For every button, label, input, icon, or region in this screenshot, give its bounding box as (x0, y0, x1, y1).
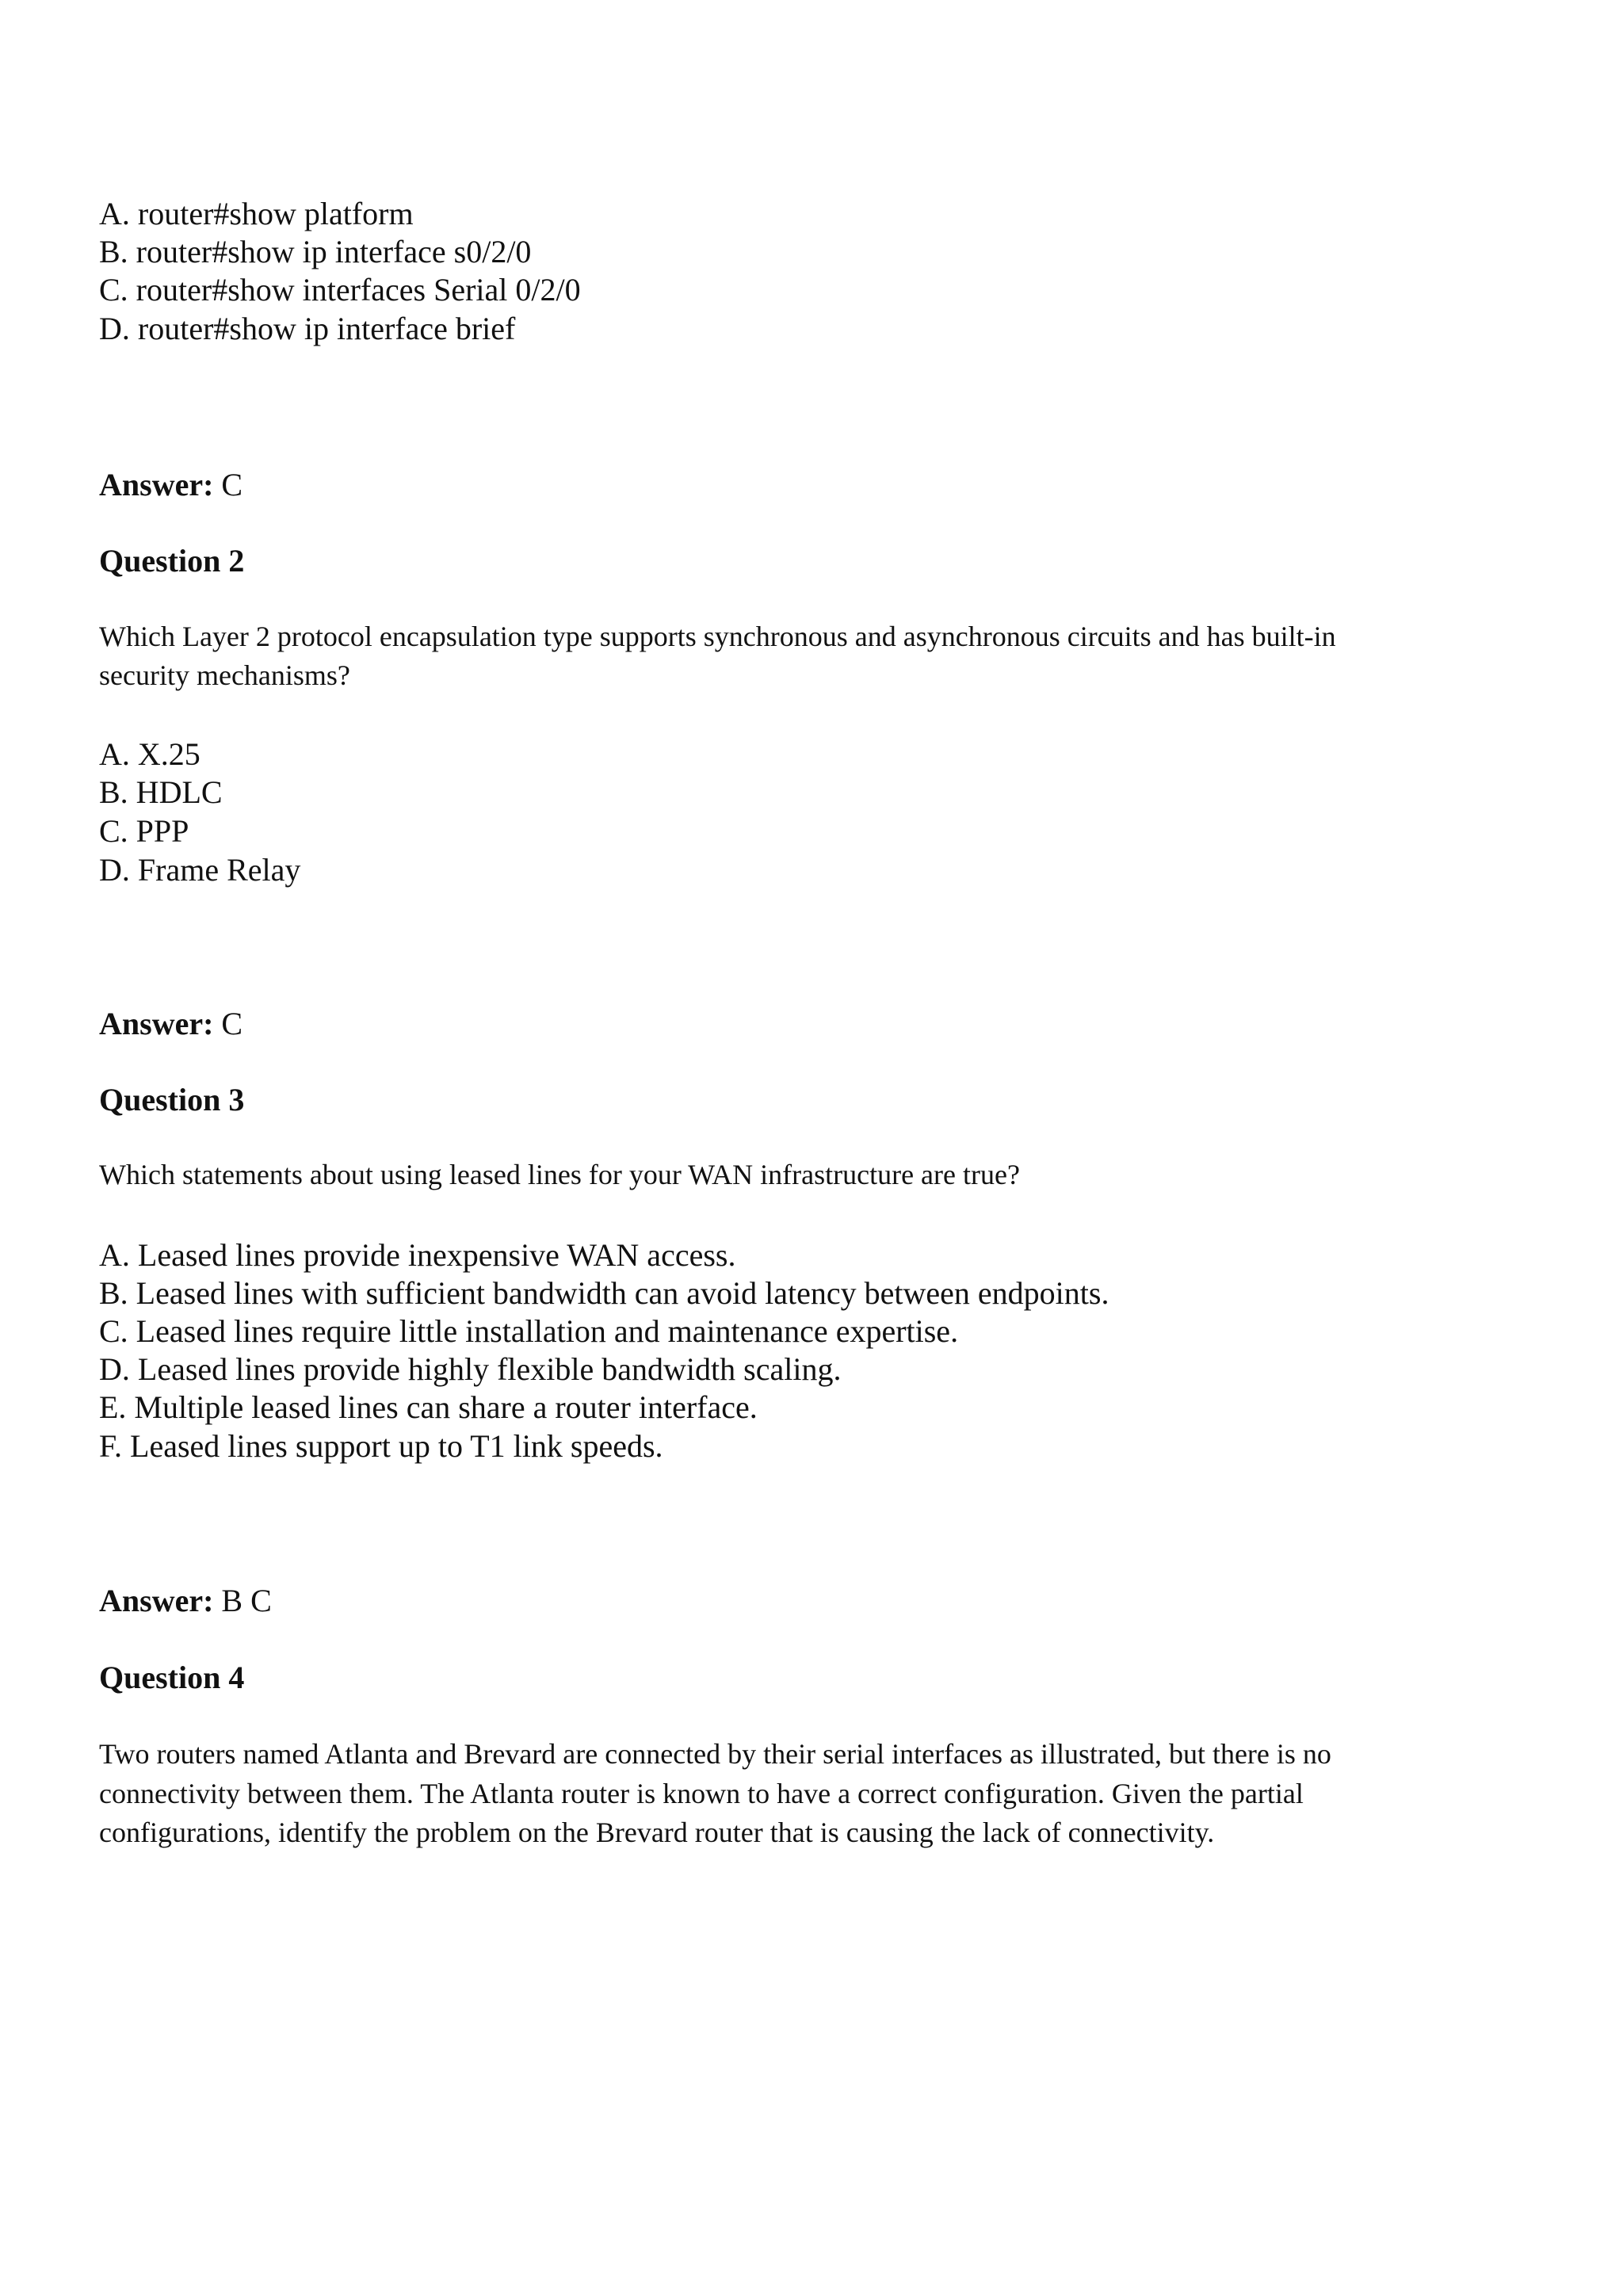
q3-option-e: E. Multiple leased lines can share a router interface. (99, 1389, 758, 1425)
answer-label: Answer: (99, 1006, 214, 1041)
answer-3 (99, 1585, 272, 1617)
q2-option-b: B. HDLC (99, 774, 223, 810)
q3-option-f: F. Leased lines support up to T1 link speeds. (99, 1428, 663, 1464)
question-2-stem-line-1: Which Layer 2 protocol encapsulation type supports synchronous and asynchronous circuits and has built-in (99, 621, 1336, 652)
q1-option-b: B. router#show ip interface s0/2/0 (99, 234, 532, 269)
q2-option-a: A. X.25 (99, 736, 200, 772)
question-2-stem-line-2: security mechanisms? (99, 659, 350, 691)
question-4-stem-line-1: Two routers named Atlanta and Brevard are connected by their serial interfaces as illustrated, but there is no (99, 1738, 1331, 1770)
q2-option-c: C. PPP (99, 813, 189, 849)
q3-option-d: D. Leased lines provide highly flexible bandwidth scaling. (99, 1351, 842, 1387)
q1-option-d: D. router#show ip interface brief (99, 311, 516, 346)
q1-option-a: A. router#show platform (99, 196, 414, 231)
answer-value: C (221, 1006, 243, 1041)
question-3-stem-line-1: Which statements about using leased lines for your WAN infrastructure are true? (99, 1159, 1020, 1190)
answer-value: C (221, 467, 243, 502)
question-4-stem-line-3: configurations, identify the problem on the Brevard router that is causing the lack of connectivity. (99, 1817, 1215, 1848)
question-4-heading: Question 4 (99, 1660, 245, 1695)
answer-1 (99, 469, 242, 501)
q3-option-c: C. Leased lines require little installation and maintenance expertise. (99, 1313, 959, 1349)
q3-option-a: A. Leased lines provide inexpensive WAN access. (99, 1237, 736, 1273)
q1-option-c: C. router#show interfaces Serial 0/2/0 (99, 272, 581, 308)
question-3-heading: Question 3 (99, 1082, 245, 1117)
answer-label: Answer: (99, 467, 214, 502)
answer-label: Answer: (99, 1583, 214, 1618)
question-2-heading: Question 2 (99, 543, 245, 579)
answer-value: B C (221, 1583, 272, 1618)
question-4-stem-line-2: connectivity between them. The Atlanta router is known to have a correct configuration. Given the partial (99, 1778, 1304, 1809)
q2-option-d: D. Frame Relay (99, 852, 301, 888)
q3-option-b: B. Leased lines with sufficient bandwidth can avoid latency between endpoints. (99, 1275, 1109, 1311)
answer-2 (99, 1008, 242, 1040)
